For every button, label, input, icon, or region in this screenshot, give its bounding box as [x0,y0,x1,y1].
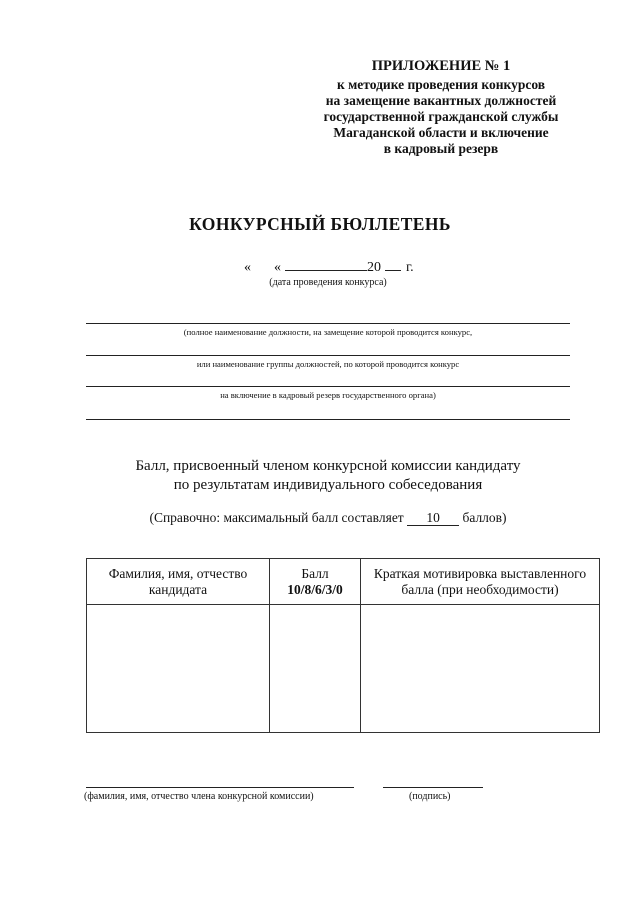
year-blank[interactable] [385,258,401,271]
signature-line[interactable] [383,787,483,788]
member-name-line[interactable] [86,787,354,788]
appendix-line: Магаданской области и включение [333,125,549,140]
max-score-value: 10 [407,511,459,526]
table-header-row [87,559,600,605]
score-heading-line: Балл, присвоенный членом конкурсной комиссии кандидату [135,458,521,474]
date-year-suffix: г. [406,260,414,275]
position-caption: на включение в кадровый резерв государственного органа) [220,390,436,400]
month-blank[interactable] [285,258,367,271]
score-cell[interactable] [270,605,361,733]
signature-caption: (подпись) [409,791,451,802]
date-close-quote: « [274,260,281,275]
appendix-line: государственной гражданской службы [323,109,559,124]
candidate-cell[interactable] [87,605,270,733]
reason-cell[interactable] [361,605,600,733]
position-line[interactable] [86,323,570,324]
date-year-prefix: 20 [367,260,381,275]
member-name-caption: (фамилия, имя, отчество члена конкурсной комиссии) [84,791,314,802]
ballot-title: КОНКУРСНЫЙ БЮЛЛЕТЕНЬ [189,214,451,234]
col-candidate-header: Фамилия, имя, отчество кандидата [87,559,270,605]
position-caption: или наименование группы должностей, по которой проводится конкурс [196,359,460,369]
position-line[interactable] [86,386,570,387]
col-reason-header: Краткая мотивировка выставленного балла (при необходимости) [361,559,600,605]
date-line [238,258,438,276]
score-heading-line: по результатам индивидуального собеседования [173,477,483,493]
appendix-line: на замещение вакантных должностей [325,93,557,108]
position-line[interactable] [86,419,570,420]
date-caption: (дата проведения конкурса) [269,277,387,288]
col-score-header [270,559,361,605]
table-row [87,605,600,733]
reference-note [0,510,640,526]
appendix-line: в кадровый резерв [383,141,499,156]
col-score-scale: 10/8/6/3/0 [287,582,343,597]
appendix-line: к методике проведения конкурсов [336,77,546,92]
appendix-title: ПРИЛОЖЕНИЕ № 1 [371,58,511,74]
reference-suffix: баллов) [462,510,507,525]
position-caption: (полное наименование должности, на замещение которой проводится конкурс, [183,327,473,337]
score-heading [0,457,640,495]
date-open-quote: « [244,260,251,275]
position-line[interactable] [86,355,570,356]
col-score-label: Балл [301,566,329,581]
reference-prefix: (Справочно: максимальный балл составляет [149,510,404,525]
appendix-header [300,58,582,157]
rating-table [86,558,600,733]
